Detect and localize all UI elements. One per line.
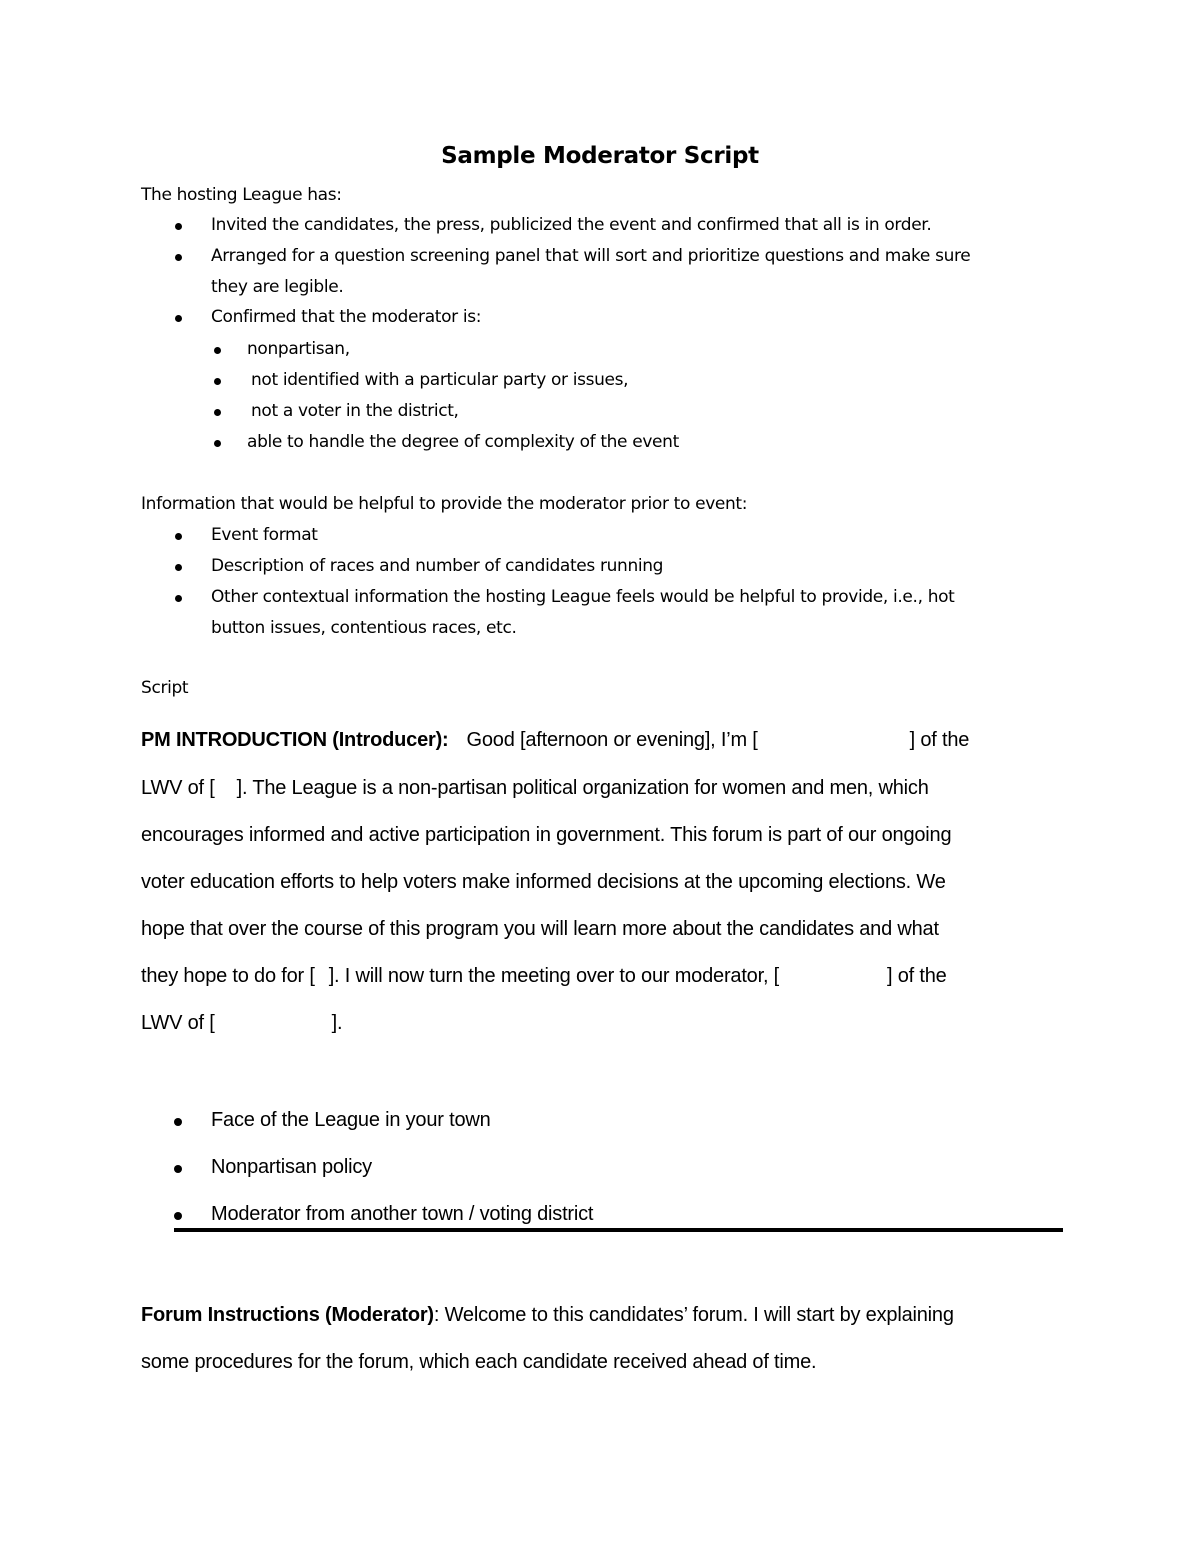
list-item: Arranged for a question screening panel that will sort and prioritize questions and make sure <box>211 246 971 266</box>
forum-line: some procedures for the forum, which each candidate received ahead of time. <box>141 1351 817 1373</box>
pm-intro-text: ]. The League is a non-partisan political organization for women and men, which <box>236 777 929 799</box>
list-item: Invited the candidates, the press, publicized the event and confirmed that all is in order. <box>211 215 932 235</box>
key-point: Face of the League in your town <box>211 1109 491 1131</box>
sub-list-item: not a voter in the district, <box>251 401 459 421</box>
list-item-continuation: they are legible. <box>211 277 344 297</box>
pm-intro-line: voter education efforts to help voters make informed decisions at the upcoming elections. We <box>141 871 946 893</box>
pm-intro-line <box>141 777 929 800</box>
bullet-icon <box>214 409 221 416</box>
bullet-icon <box>214 347 221 354</box>
page-title: Sample Moderator Script <box>441 143 759 169</box>
pm-intro-text: Good [afternoon or evening], I’m [ <box>466 729 758 751</box>
pm-intro-text: LWV of [ <box>141 1012 215 1034</box>
bullet-icon <box>175 595 182 602</box>
sub-list-item: not identified with a particular party or issues, <box>251 370 629 390</box>
bullet-icon <box>175 533 182 540</box>
pm-intro-line <box>141 965 947 988</box>
key-point: Moderator from another town / voting district <box>211 1203 594 1225</box>
list-item-continuation: button issues, contentious races, etc. <box>211 618 517 638</box>
bullet-icon <box>174 1118 182 1126</box>
pm-intro-text: ] of the <box>909 729 970 751</box>
list-item: Other contextual information the hosting League feels would be helpful to provide, i.e., hot <box>211 587 955 607</box>
bullet-icon <box>174 1212 182 1220</box>
pm-intro-line: hope that over the course of this program you will learn more about the candidates and what <box>141 918 939 940</box>
bullet-icon <box>175 223 182 230</box>
info-heading: Information that would be helpful to provide the moderator prior to event: <box>141 494 748 514</box>
bullet-icon <box>214 378 221 385</box>
bullet-icon <box>214 440 221 447</box>
sub-list-item: able to handle the degree of complexity of the event <box>247 432 679 452</box>
horizontal-rule <box>174 1228 1063 1232</box>
script-label: Script <box>141 678 189 698</box>
pm-intro-heading: PM INTRODUCTION (Introducer): <box>141 729 449 751</box>
forum-heading: Forum Instructions (Moderator) <box>141 1304 434 1326</box>
bullet-icon <box>174 1165 182 1173</box>
list-item: Confirmed that the moderator is: <box>211 307 482 327</box>
pm-intro-text: ]. I will now turn the meeting over to our moderator, [ <box>328 965 780 987</box>
bullet-icon <box>175 254 182 261</box>
sub-list-item: nonpartisan, <box>247 339 350 359</box>
pm-intro-text: LWV of [ <box>141 777 215 799</box>
pm-intro-line <box>141 1012 342 1035</box>
bullet-icon <box>175 564 182 571</box>
forum-line <box>141 1304 954 1327</box>
key-point: Nonpartisan policy <box>211 1156 372 1178</box>
pm-intro-text: ]. <box>331 1012 343 1034</box>
pm-intro-line <box>141 729 969 752</box>
list-item: Event format <box>211 525 318 545</box>
intro-heading: The hosting League has: <box>141 185 342 205</box>
bullet-icon <box>175 315 182 322</box>
pm-intro-line: encourages informed and active participation in government. This forum is part of our ongoing <box>141 824 952 846</box>
forum-text: : Welcome to this candidates’ forum. I will start by explaining <box>433 1304 954 1326</box>
pm-intro-text: ] of the <box>887 965 947 987</box>
pm-intro-text: they hope to do for [ <box>141 965 315 987</box>
list-item: Description of races and number of candidates running <box>211 556 664 576</box>
